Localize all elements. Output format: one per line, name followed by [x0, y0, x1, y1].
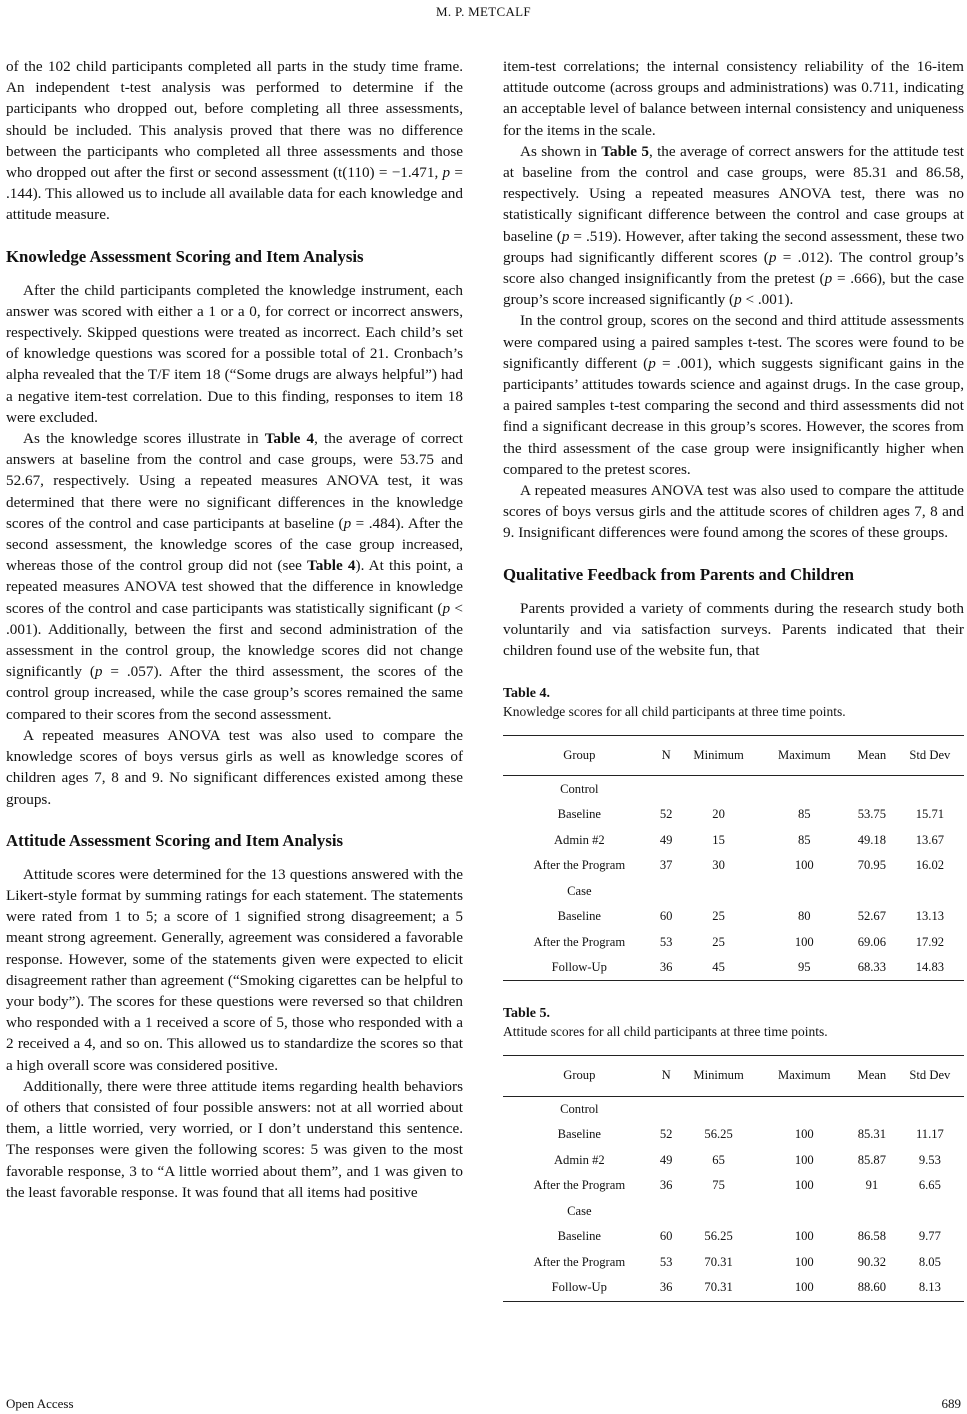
table-cell: 14.83	[896, 955, 964, 981]
paragraph: Parents provided a variety of comments during the research study both voluntarily and via satisfaction surveys. Parents indicated that their children found use of the website fun, that	[503, 599, 964, 660]
column-header: Std Dev	[896, 736, 964, 776]
table-cell: After the Program	[533, 858, 626, 873]
table-cell: After the Program	[533, 1178, 626, 1193]
table-cell: 100	[794, 934, 814, 949]
column-header: Mean	[848, 736, 896, 776]
table-cell	[761, 1199, 848, 1225]
paragraph	[503, 141, 964, 311]
table-4-title: Table 4.	[503, 686, 550, 702]
table-row	[503, 878, 964, 904]
table-row	[503, 802, 964, 828]
text-span: , the average of correct answers for the attitude test at baseline from the control and case groups, were 85.31 and 86.58, respectively. Using a repeated measures ANOVA test, there was no statistically significant difference between the control and case groups at baseline (	[503, 142, 964, 245]
table-cell: 100	[794, 858, 814, 873]
italic-p: p	[343, 514, 352, 532]
table-4	[503, 735, 964, 981]
table-row	[503, 929, 964, 955]
table-cell: 68.33	[848, 955, 896, 981]
table-4-block	[503, 685, 964, 981]
table-cell: 70.31	[677, 1275, 761, 1301]
table-ref: Table 4	[307, 557, 356, 575]
table-cell: 85	[797, 807, 811, 822]
table-header-row	[503, 736, 964, 776]
table-cell: 91	[865, 1178, 879, 1193]
table-cell: 52	[659, 807, 673, 822]
table-cell: 8.05	[918, 1254, 941, 1269]
column-header: Minimum	[677, 1056, 761, 1096]
table-cell	[677, 1199, 761, 1225]
table-cell: 100	[761, 1275, 848, 1301]
table-cell: 95	[761, 955, 848, 981]
table-cell	[677, 1096, 761, 1122]
table-cell: Admin #2	[553, 832, 605, 847]
table-cell: 36	[656, 955, 677, 981]
italic-p: p	[768, 248, 777, 266]
text-span: , the average of correct answers at baseline from the control and case groups, were 53.75 and 52.67, respectively. Using a repeated measures ANOVA test, it was determined that there were no significant differences in the knowledge scores of the control and case participants at baseline (	[6, 430, 463, 532]
table-cell	[761, 1096, 848, 1122]
table-row	[503, 1199, 964, 1225]
table-cell: Case	[567, 883, 592, 898]
text-span: < .001). Additionally, between the first and second administration of the assessment in the control group, the knowledge scores did not change significantly (	[6, 599, 463, 681]
table-cell: 49	[659, 1152, 673, 1167]
table-cell: Baseline	[557, 1127, 601, 1142]
paragraph: Additionally, there were three attitude items regarding health behaviors of others that consisted of four possible answers: not at all worried about them, a little worried, very worried, or I don’t understand this sentence. The responses were given the following scores: 5 was given to the most favorable response, 3 to “A little worried about them”, and 1 was given to the least favorable response. It was found that all items had positive	[6, 1077, 463, 1201]
table-cell	[761, 776, 848, 802]
table-cell: 53.75	[857, 807, 887, 822]
table-cell: 37	[659, 858, 673, 873]
table-cell: 36	[659, 1178, 673, 1193]
text-span: = .001), which suggests significant gains in the participants’ attitudes towards science and against drugs. In the case group, a paired samples t-test comparing the second and third assessments did not find a significant decrease in this group’s scores. However, the scores from the third assessment of the case group were insignificantly higher when compared to the pretest scores.	[503, 354, 964, 478]
right-column	[503, 56, 964, 1302]
table-cell: 70.95	[857, 858, 887, 873]
table-row	[503, 904, 964, 930]
table-cell	[896, 1199, 964, 1225]
text-span: As shown in	[520, 142, 602, 160]
column-header: Group	[503, 1056, 656, 1096]
table-cell: 69.06	[857, 934, 887, 949]
table-row	[503, 1148, 964, 1174]
table-cell: 75	[712, 1178, 725, 1193]
table-row	[503, 1122, 964, 1148]
paragraph	[6, 56, 463, 226]
table-cell	[656, 1199, 677, 1225]
italic-p: p	[442, 164, 451, 182]
table-row	[503, 1250, 964, 1276]
table-row	[503, 1173, 964, 1199]
table-cell: 100	[794, 1229, 814, 1244]
table-cell: 49.18	[857, 832, 887, 847]
table-cell	[848, 878, 896, 904]
running-head: M. P. METCALF	[436, 4, 531, 19]
table-cell	[848, 1096, 896, 1122]
table-cell: Baseline	[557, 807, 601, 822]
table-cell: 16.02	[915, 858, 945, 873]
table-5-caption: Attitude scores for all child participants at three time points.	[503, 1024, 828, 1040]
table-cell: 45	[677, 955, 761, 981]
italic-p: p	[442, 599, 451, 617]
table-4-caption: Knowledge scores for all child participants at three time points.	[503, 704, 846, 720]
table-cell: 53	[659, 1254, 673, 1269]
italic-p: p	[824, 270, 833, 288]
text-span: of the 102 child participants completed all parts in the study time frame. An independent t-test analysis was performed to determine if the participants who dropped out, before completing all three assessments, should be included. This analysis proved that there was no difference between the participants who completed all three assessments and those who dropped out after the first or second assessment (t(110) = −1.471,	[6, 58, 463, 182]
table-cell: 8.13	[896, 1275, 964, 1301]
table-cell: 100	[794, 1152, 814, 1167]
text-span: = .666), but the case group’s score increased significantly (	[503, 270, 964, 309]
table-cell	[896, 878, 964, 904]
table-cell	[677, 776, 761, 802]
text-span: = .057). After the third assessment, the scores of the control group increased, while the case group’s scores remained the same compared to their scores from the second assessment.	[6, 663, 463, 723]
table-cell: After the Program	[533, 934, 626, 949]
table-ref: Table 5	[601, 142, 649, 160]
table-5-title: Table 5.	[503, 1006, 550, 1022]
table-cell: 49	[659, 832, 673, 847]
table-cell: 85.31	[857, 1127, 887, 1142]
italic-p: p	[734, 291, 742, 309]
text-span: = .519). However, after taking the second assessment, these two groups had significantly different scores (	[503, 227, 964, 266]
table-cell: 65	[712, 1152, 725, 1167]
table-cell: 17.92	[915, 934, 945, 949]
table-cell: After the Program	[533, 1254, 626, 1269]
column-header: Maximum	[761, 1056, 848, 1096]
table-cell: 25	[712, 909, 725, 924]
table-cell: Admin #2	[553, 1152, 605, 1167]
table-cell: 25	[712, 934, 725, 949]
table-cell: 6.65	[918, 1178, 941, 1193]
table-cell	[896, 776, 964, 802]
table-cell: 9.53	[918, 1152, 941, 1167]
column-header: Std Dev	[896, 1056, 964, 1096]
footer-journal: Open Access	[6, 1396, 74, 1411]
column-header: N	[656, 736, 677, 776]
table-cell: 90.32	[857, 1254, 887, 1269]
table-cell	[656, 1096, 677, 1122]
text-span: In the control group, scores on the second and third attitude assessments were compared using a paired samples t-test. The scores were found to be significantly different (	[503, 312, 964, 372]
table-cell: 80	[797, 909, 811, 924]
table-cell: 15.71	[915, 807, 945, 822]
text-span: = .484). After the second assessment, the knowledge scores of the case group increased, whereas those of the control group did not (see	[6, 514, 463, 575]
paragraph: A repeated measures ANOVA test was also used to compare the knowledge scores of boys versus girls as well as knowledge scores of children ages 7, 8 and 9. No significant differences existed among these groups.	[6, 726, 463, 808]
table-cell: Case	[567, 1203, 592, 1218]
table-ref: Table 4	[264, 430, 315, 448]
table-cell: 100	[794, 1127, 814, 1142]
table-cell: 86.58	[857, 1229, 887, 1244]
paragraph: Attitude scores were determined for the 13 questions answered with the Likert-style format by summing ratings for each statement. The statements were rated from 1 to 5; a score of 1 signified strong disagreement; a 5 meant strong agreement. Generally, agreement was considered a favorable response. However, some of the statements given were expected to elicit disagreement rather than agreement (“Smoking cigarettes can be helpful to your body”). The scores for these questions were reversed so that children who responded with a 1 received a score of 5, those who responded with a 2 received a 4, and so on. This allowed us to standardize the scores so that a high overall score was considered positive.	[6, 865, 463, 1074]
page-number: 689	[941, 1396, 961, 1411]
table-cell: Baseline	[557, 1229, 601, 1244]
text-span: < .001).	[741, 291, 794, 309]
table-cell: 85.87	[857, 1152, 887, 1167]
table-cell: 53	[659, 934, 673, 949]
table-row	[503, 827, 964, 853]
table-row	[503, 1224, 964, 1250]
table-cell: Control	[560, 1101, 599, 1116]
table-cell: 60	[659, 1229, 673, 1244]
text-span: ). At this point, a repeated measures ANOVA test showed that the difference in knowledge scores of the control and case participants was statistically significant (	[6, 557, 463, 617]
table-cell	[896, 1096, 964, 1122]
column-header: Group	[503, 736, 656, 776]
table-header-row	[503, 1056, 964, 1096]
left-column	[6, 56, 463, 1203]
table-cell: 100	[794, 1178, 814, 1193]
section-heading-knowledge: Knowledge Assessment Scoring and Item Analysis	[6, 246, 364, 266]
table-row	[503, 955, 964, 981]
italic-p: p	[648, 354, 656, 372]
table-cell	[656, 878, 677, 904]
table-cell: 30	[712, 858, 725, 873]
column-header: Mean	[848, 1056, 896, 1096]
table-cell: Baseline	[557, 909, 601, 924]
table-cell: 100	[794, 1254, 814, 1269]
table-cell: 13.13	[915, 909, 945, 924]
column-header: Minimum	[677, 736, 761, 776]
table-cell: 56.25	[704, 1127, 733, 1142]
table-row	[503, 1096, 964, 1122]
table-cell: 15	[712, 832, 725, 847]
table-cell: 88.60	[848, 1275, 896, 1301]
table-cell	[761, 878, 848, 904]
table-cell: 52	[659, 1127, 673, 1142]
italic-p: p	[94, 663, 103, 681]
table-row	[503, 776, 964, 802]
paragraph	[6, 428, 463, 725]
paragraph	[503, 310, 964, 480]
table-cell	[677, 878, 761, 904]
text-span: = .144). This allowed us to include all available data for each knowledge and attitude measure.	[6, 164, 463, 224]
text-span: = .012). The control group’s score also changed insignificantly from the pretest (	[503, 248, 965, 288]
table-cell: Control	[560, 781, 599, 796]
table-cell	[848, 776, 896, 802]
table-cell: Follow-Up	[503, 1275, 656, 1301]
table-cell: Follow-Up	[503, 955, 656, 981]
table-cell: 70.31	[704, 1254, 733, 1269]
table-cell: 9.77	[918, 1229, 941, 1244]
text-span: As the knowledge scores illustrate in	[23, 430, 265, 448]
section-heading-qualitative: Qualitative Feedback from Parents and Children	[503, 564, 855, 584]
table-cell: 60	[659, 909, 673, 924]
table-5	[503, 1055, 964, 1301]
paragraph: item-test correlations; the internal consistency reliability of the 16-item attitude outcome (across groups and administrations) was 0.711, indicating an acceptable level of balance between internal consistency and uniqueness for the items in the scale.	[503, 58, 964, 139]
table-cell: 13.67	[915, 832, 945, 847]
table-cell: 36	[656, 1275, 677, 1301]
table-cell: 11.17	[915, 1127, 944, 1142]
paragraph: After the child participants completed the knowledge instrument, each answer was scored with either a 1 or a 0, for correct or incorrect answers, respectively. Skipped questions were treated as incorrect. Each child’s set of knowledge questions was scored for a possible total of 21. Cronbach’s alpha revealed that the T/F item 18 (“Some drugs are always helpful”) had a negative item-test correlation. Due to this finding, responses to item 18 were excluded.	[6, 281, 463, 426]
table-5-block	[503, 1005, 964, 1301]
table-cell: 85	[797, 832, 811, 847]
table-cell	[848, 1199, 896, 1225]
table-cell: 56.25	[704, 1229, 733, 1244]
table-row	[503, 1275, 964, 1301]
table-cell: 20	[712, 807, 725, 822]
column-header: N	[656, 1056, 677, 1096]
column-header: Maximum	[761, 736, 848, 776]
section-heading-attitude: Attitude Assessment Scoring and Item Analysis	[6, 830, 344, 850]
table-cell: 52.67	[857, 909, 887, 924]
table-row	[503, 853, 964, 879]
italic-p: p	[561, 227, 570, 245]
table-cell	[656, 776, 677, 802]
paragraph: A repeated measures ANOVA test was also used to compare the attitude scores of boys versus girls and the attitude scores of children ages 7, 8 and 9. Insignificant differences were found among the scores of these groups.	[503, 482, 964, 542]
